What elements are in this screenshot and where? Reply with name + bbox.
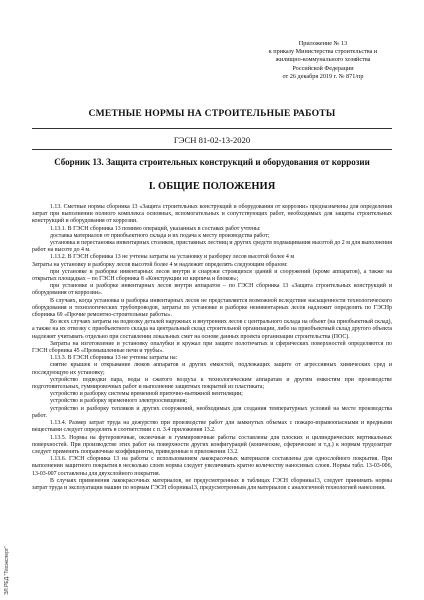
paragraph: снятие крышек и открывание люков аппаратов и других емкостей, подлежащих защите от агрессивных химических сред и последующую их установку; xyxy=(32,362,392,376)
annex-line-4: Российской Федерации xyxy=(292,64,354,72)
annex-block xyxy=(248,40,398,81)
divider-top xyxy=(32,128,392,129)
annex-line-3: жилищно-коммунального хозяйства xyxy=(275,56,371,64)
paragraph: Затраты на изготовление и установку опалубки и кружал при защите полотнчатых и сферических поверхностей определяются по ГЭСН сборника 45 «Промышленные печи и трубы». xyxy=(32,340,392,355)
paragraph: 1.13.2. В ГЭСН сборника 13 не учтены затраты на установку и разборку лесов высотой более 4 м xyxy=(50,254,295,261)
paragraph: Во всех случаях затраты на подвозку деталей наружных и внутренних лесов с центрального склада на объект (на приобъектный склад), а также на их отвозку с приобъектного склада на центральный склад строительной организации, либо на приобъектный склад другого объекта надлежит учитывать отдельно при составлении локальных смет на основе данных проекта организации строительства (ПОС). xyxy=(32,319,392,340)
paragraph: Затраты на установку и разборку лесов высотой более 4 м надлежит определять следующим образом: xyxy=(32,261,288,268)
paragraph: 1.13. Сметные нормы сборника 13 «Защита строительных конструкций и оборудования от коррозии» предназначены для определения затрат при выполнении полного комплекса основных, вспомогательных и сопутствующих работ, необходимых для защиты строительных конструкций и оборудования от коррозии. xyxy=(32,204,392,225)
paragraph: В случаях, когда установка и разборка инвентарных лесов не представляется возможной вследствие насыщенности технологического оборудования и технологических трубопроводов, затраты по установке и разборке неинвентарных лесов надлежит определять по ГЭСНр сборника 69 «Прочие ремонтно-строительные работы». xyxy=(32,297,392,319)
document-title: СМЕТНЫЕ НОРМЫ НА СТРОИТЕЛЬНЫЕ РАБОТЫ xyxy=(88,108,336,119)
paragraph: устройство и разборку системы временной приточно-вытяжной вентиляции; xyxy=(50,391,243,398)
paragraph: 1.13.4. Размер затрат труда на дежурство при производстве работ для замкнутых объемах с пожаро-взрывоопасными и вредными веществами следует определять в соответствии с п. 3.4 приложения 13.2. xyxy=(32,420,392,434)
annex-line-1: Приложение № 13 xyxy=(298,40,348,47)
paragraph: доставка материалов от приобъектного склада и их подача к месту производства работ; xyxy=(50,232,270,239)
side-watermark: ЭЛ.РЕД."Техэксперт" xyxy=(4,546,10,595)
paragraph: устройство и разборку тепляков и других сооружений, необходимых для создания температурных условий на месте производства работ. xyxy=(32,405,392,419)
document-body xyxy=(32,204,392,492)
paragraph: установка и перестановка инвентарных столиков, приставных лестниц и других средств подмащивания высотой до 2 м для выполнения работ на высоте до 4 м. xyxy=(32,240,392,254)
gesn-code: ГЭСН 81-02-13-2020 xyxy=(173,135,251,145)
collection-title: Сборник 13. Защита строительных конструкций и оборудования от коррозии xyxy=(54,157,370,167)
divider-bottom xyxy=(32,149,392,150)
paragraph: при установке и разборке инвентарных лесов внутри аппаратов – по ГЭСН сборника 13 «Защита строительных конструкций и оборудования от коррозии». xyxy=(32,283,392,297)
paragraph: 1.13.5. Нормы на футеровочные, оклеечные и гуммировочные работы составлены для плоских и цилиндрических вертикальных поверхностей. При производстве этих работ на поверхности других конфигураций (конические, сферические и т.д.) к нормам трудозатрат следует применять поправочные коэффициенты, приведенные в приложении 13.2. xyxy=(32,434,392,455)
annex-line-5: от 26 декабря 2019 г. № 871/пр xyxy=(282,72,364,80)
paragraph: 1.13.6. ГЭСН сборника 13 на работы с использованием лакокрасочных материалов составлены для однослойного покрытия. При выполнении защитного покрытия в несколько слоев нормы следует увеличивать кратно количеству наносимых слоев. Нормы табл. 13-03-006, 13-03-007 составлены для двухслойного покрытия. xyxy=(32,456,392,477)
paragraph: при установке и разборке инвентарных лесов внутри и снаружи строящихся зданий и сооружений (кроме аппаратов), а также на открытых площадках – по ГЭСН сборника 8 «Конструкции из кирпича и блоков»; xyxy=(32,268,392,283)
paragraph: 1.13.3. В ГЭСН сборника 13 не учтены затраты на: xyxy=(50,355,178,362)
paragraph: В случаях применения лакокрасочных материалов, не предусмотренных в таблицах ГЭСН сборника13, следует принимать нормы затрат труда и эксплуатации машин по нормам ГЭСН сборника13, предусмотренным для материалов с аналогичной технологией нанесения. xyxy=(32,477,392,491)
paragraph: устройство подводки пара, воды и сжатого воздуха к технологическим аппаратам и другим емкостям при производстве подготовительных, гуммировочных работ и выполнение защитных покрытий из пластиката; xyxy=(32,376,392,391)
paragraph: 1.13.1. В ГЭСН сборника 13 помимо операций, указанных в составах работ учтены: xyxy=(50,225,261,232)
section-heading: I. ОБЩИЕ ПОЛОЖЕНИЯ xyxy=(148,181,276,192)
paragraph: устройство и разборку временного электроосвещения; xyxy=(50,398,187,405)
annex-line-2: к приказу Министерства строительства и xyxy=(268,48,378,56)
